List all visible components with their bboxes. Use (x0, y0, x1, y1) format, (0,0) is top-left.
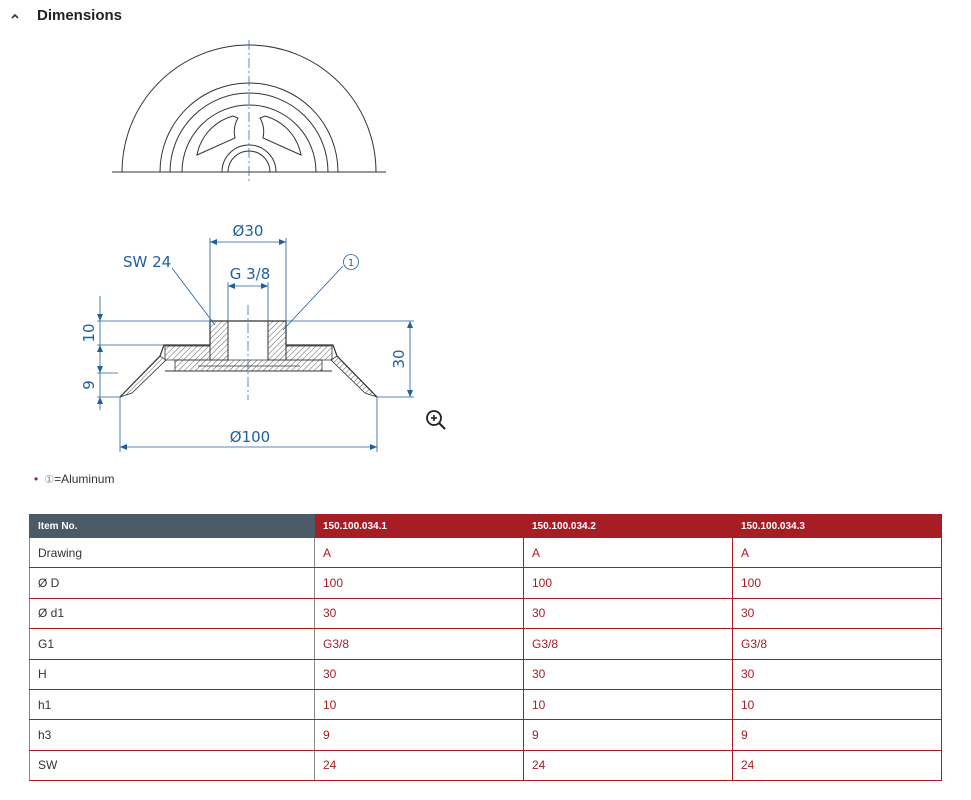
cell-value: A (733, 538, 942, 568)
cell-value: 10 (524, 689, 733, 719)
note-marker: ① (44, 473, 55, 486)
cell-value: 10 (733, 689, 942, 719)
row-label: Drawing (30, 538, 315, 568)
note-item (34, 472, 114, 486)
label-h1: 10 (80, 323, 98, 343)
note-text: =Aluminum (54, 472, 115, 486)
row-label: H (30, 659, 315, 689)
cell-value: 9 (315, 720, 524, 750)
row-label: G1 (30, 629, 315, 659)
header-label: Item No. (30, 515, 315, 538)
cell-value: 30 (315, 598, 524, 628)
cell-value: 24 (524, 750, 733, 780)
table-header-row (30, 515, 942, 538)
table-row (30, 568, 942, 598)
table-row (30, 629, 942, 659)
cell-value: 24 (733, 750, 942, 780)
bullet-icon: • (34, 472, 39, 486)
column-header: 150.100.034.3 (733, 515, 942, 538)
label-h3: 9 (80, 380, 98, 390)
material-marker (344, 255, 359, 270)
cell-value: 100 (315, 568, 524, 598)
cell-value: 9 (733, 720, 942, 750)
column-header: 150.100.034.1 (315, 515, 524, 538)
cell-value: 100 (733, 568, 942, 598)
cell-value: 24 (315, 750, 524, 780)
row-label: SW (30, 750, 315, 780)
cell-value: G3/8 (524, 629, 733, 659)
table-row (30, 720, 942, 750)
material-marker-number: 1 (347, 258, 355, 269)
top-view (112, 40, 386, 184)
label-thread: G 3/8 (229, 265, 271, 283)
row-label: h3 (30, 720, 315, 750)
row-label: Ø D (30, 568, 315, 598)
cell-value: 30 (733, 659, 942, 689)
table-row (30, 598, 942, 628)
cell-value: 9 (524, 720, 733, 750)
table-row (30, 750, 942, 780)
column-header: 150.100.034.2 (524, 515, 733, 538)
zoom-in-icon[interactable] (424, 408, 448, 432)
cell-value: A (315, 538, 524, 568)
cell-value: 30 (524, 659, 733, 689)
cell-value: G3/8 (315, 629, 524, 659)
spec-table (29, 514, 942, 781)
row-label: h1 (30, 689, 315, 719)
row-label: Ø d1 (30, 598, 315, 628)
label-sw: SW 24 (123, 253, 172, 271)
table-row (30, 689, 942, 719)
section-view (120, 305, 377, 400)
cell-value: G3/8 (733, 629, 942, 659)
cell-value: 30 (524, 598, 733, 628)
table-row (30, 659, 942, 689)
notes-list (34, 472, 114, 486)
label-height: 30 (390, 349, 408, 369)
cell-value: 30 (315, 659, 524, 689)
label-diameter: Ø100 (229, 428, 271, 446)
section-title: Dimensions (37, 6, 123, 24)
cell-value: 100 (524, 568, 733, 598)
cell-value: 10 (315, 689, 524, 719)
cell-value: A (524, 538, 733, 568)
cell-value: 30 (733, 598, 942, 628)
table-row (30, 538, 942, 568)
label-d1: Ø30 (232, 222, 264, 240)
